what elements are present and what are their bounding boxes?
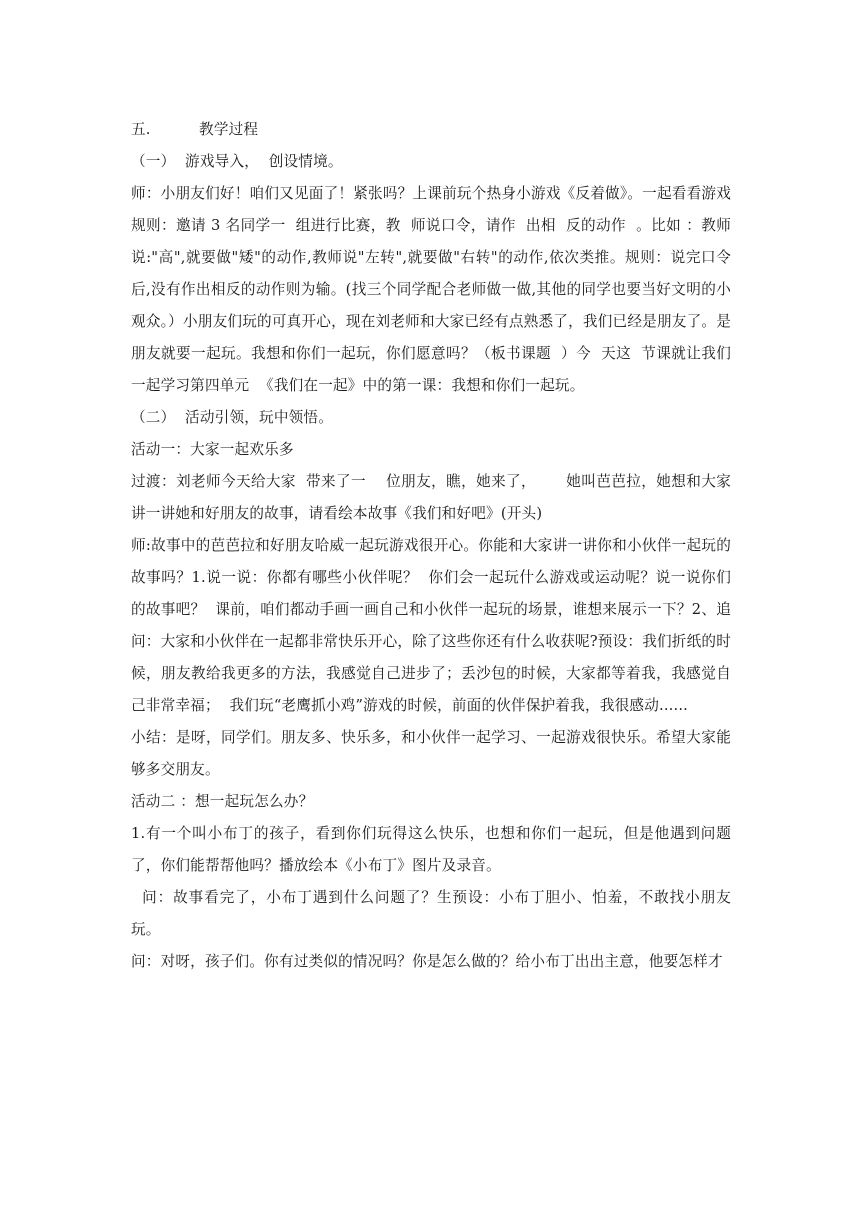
subsection-title-1: （一） 游戏导入， 创设情境。: [131, 153, 343, 170]
paragraph-pudding-story: 1.有一个叫小布丁的孩子，看到你们玩得这么快乐，也想和你们一起玩，但是他遇到问题了，你们能帮帮他吗？播放绘本《小布丁》图片及录音。: [131, 825, 731, 874]
paragraph-question-2: 问：对呀，孩子们。你有过类似的情况吗？你是怎么做的？给小布丁出出主意，他要怎样才: [131, 953, 723, 970]
activity-title-1: 活动一：大家一起欢乐多: [131, 441, 294, 458]
paragraph-question-1: 问：故事看完了，小布丁遇到什么问题了？生预设：小布丁胆小、怕羞，不敢找小朋友玩。: [131, 889, 731, 938]
activity-title-2: 活动二 ：想一起玩怎么办？: [131, 793, 314, 810]
paragraph-game-intro: 师：小朋友们好！咱们又见面了！紧张吗？上课前玩个热身小游戏《反着做》。一起看看游戏规则：邀请 3 名同学一 组进行比赛，教 师说口令，请作 出相 反的动作 。比如 ：教师说:"高",就要做"矮"的动作,教师说"左转",就要做"右转"的动作,依次类推。规则：说完口令后,没有作出相反的动作则为输。(找三个同学配合老师做一做,其他的同学也要当好文明的小观众。）小朋友们玩的可真开心，现在刘老师和大家已经有点熟悉了，我们已经是朋友了。是朋友就要一起玩。我想和你们一起玩，你们愿意吗？（板书课题 ）今 天这 节课就让我们一起学习第四单元 《我们在一起》中的第一课：我想和你们一起玩。: [131, 185, 731, 394]
paragraph-transition: 过渡：刘老师今天给大家 带来了一 位朋友，瞧，她来了， 她叫芭芭拉，她想和大家讲一讲她和好朋友的故事，请看绘本故事《我们和好吧》(开头): [131, 473, 731, 522]
section-heading: 五. 教学过程: [131, 121, 259, 138]
document-body: [131, 114, 731, 978]
paragraph-summary: 小结：是呀，同学们。朋友多、快乐多，和小伙伴一起学习、一起游戏很快乐。希望大家能够多交朋友。: [131, 729, 731, 778]
paragraph-story-discussion: 师:故事中的芭芭拉和好朋友哈威一起玩游戏很开心。你能和大家讲一讲你和小伙伴一起玩的故事吗？1.说一说：你都有哪些小伙伴呢？ 你们会一起玩什么游戏或运动呢？说一说你们的故事吧？ 课前，咱们都动手画一画自己和小伙伴一起玩的场景，谁想来展示一下？2、追问：大家和小伙伴在一起都非常快乐开心，除了这些你还有什么收获呢?预设：我们折纸的时候，朋友教给我更多的方法，我感觉自己进步了；丢沙包的时候，大家都等着我，我感觉自己非常幸福； 我们玩“老鹰抓小鸡”游戏的时候，前面的伙伴保护着我，我很感动......: [131, 537, 731, 714]
subsection-title-2: （二） 活动引领，玩中领悟。: [131, 409, 333, 426]
